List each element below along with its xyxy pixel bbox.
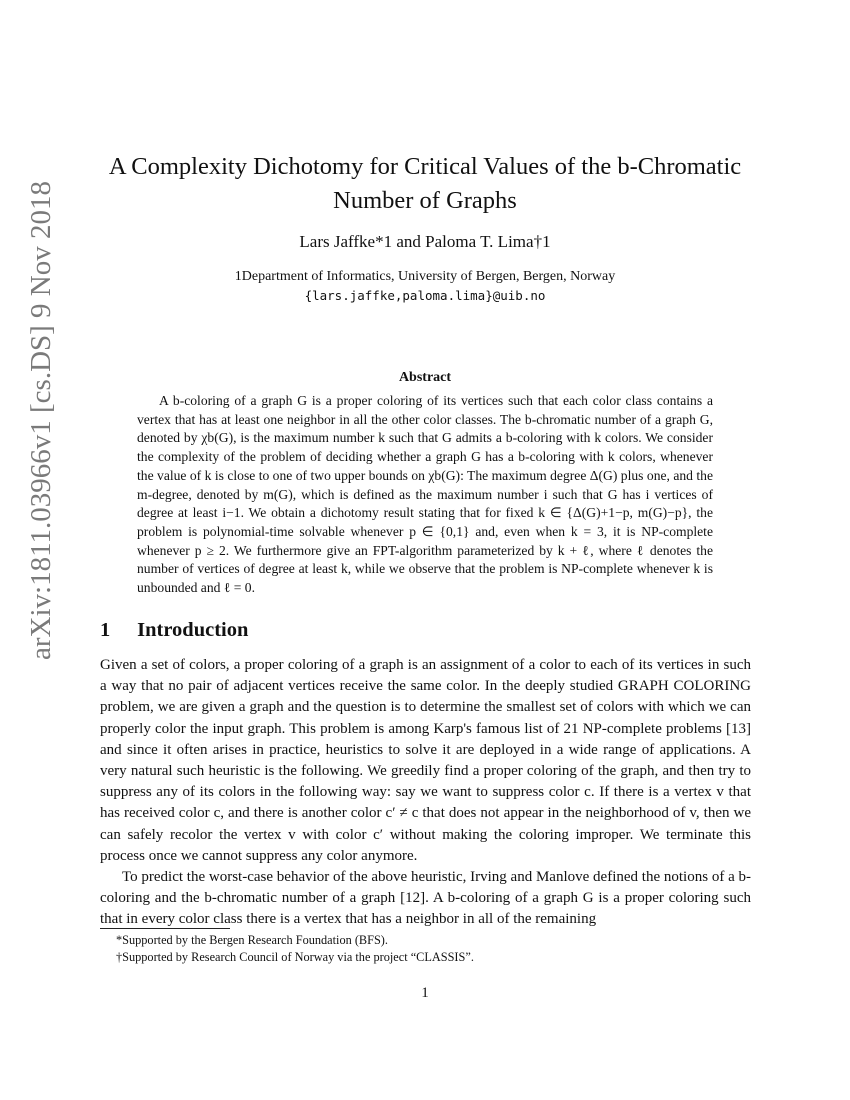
footnote: †Supported by Research Council of Norway via the project “CLASSIS”. (116, 949, 474, 964)
footnotes (100, 932, 750, 965)
author-emails[interactable]: {lars.jaffke,paloma.lima}@uib.no (304, 288, 546, 303)
section-number: 1 (100, 619, 111, 641)
arxiv-identifier: arXiv:1811.03966v1 [cs.DS] 9 Nov 2018 (25, 181, 57, 660)
affiliation-block (100, 267, 750, 305)
section-body (100, 655, 751, 931)
footnote-divider (100, 928, 230, 929)
author-list: Lars Jaffke*1 and Paloma T. Lima†1 (299, 232, 551, 251)
paragraph: Given a set of colors, a proper coloring of a graph is an assignment of a color to each of its vertices in such a way that no pair of adjacent vertices receive the same color. In the deeply studied GRAPH COLORING problem, we are given a graph and the question is to determine the smallest set of colors with which we can properly color the input graph. This problem is among Karp's famous list of 21 NP-complete problems [13] and since it often arises in practice, heuristics to solve it are deployed in a wide range of applications. A very natural such heuristic is the following. We greedily find a proper coloring of the graph, and then try to suppress any of its colors in the following way: say we want to suppress color c. If there is a vertex v that has received color c, and there is another color c′ ≠ c that does not appear in the neighborhood of v, then we can safely recolor the vertex v with color c′ without making the coloring improper. We terminate this process once we cannot suppress any color anymore. (100, 657, 751, 864)
abstract-heading: Abstract (398, 370, 452, 385)
paragraph: To predict the worst-case behavior of the above heuristic, Irving and Manlove defined the notions of a b-coloring and the b-chromatic number of a graph [12]. A b-coloring of a graph G is a proper coloring such that in every color class there is a vertex that has a neighbor in all of the remaining (100, 869, 751, 928)
affiliation: 1Department of Informatics, University of Bergen, Bergen, Norway (234, 269, 616, 284)
page-number: 1 (421, 985, 429, 1001)
paper-title: A Complexity Dichotomy for Critical Values of the b-Chromatic Number of Graphs (108, 153, 742, 214)
section-title: Introduction (137, 619, 249, 641)
footnote: *Supported by the Bergen Research Foundation (BFS). (116, 933, 388, 947)
section-heading (100, 619, 750, 642)
abstract-text: A b-coloring of a graph G is a proper coloring of its vertices such that each color class contains a vertex that has at least one neighbor in all the other color classes. The b-chromatic number of a graph G, denoted by χb(G), is the maximum number k such that G admits a b-coloring with k colors. We consider the complexity of the problem of deciding whether a graph G has a b-coloring with k colors, whenever the value of k is close to one of two upper bounds on χb(G): The maximum degree Δ(G) plus one, and the m-degree, denoted by m(G), which is defined as the maximum number i such that G has i vertices of degree at least i−1. We obtain a dichotomy result stating that for fixed k ∈ {Δ(G)+1−p, m(G)−p}, the problem is polynomial-time solvable whenever p ∈ {0,1} and, even when k = 3, it is NP-complete whenever p ≥ 2. We furthermore give an FPT-algorithm parameterized by k + ℓ, where ℓ denotes the number of vertices of degree at least k, while we observe that the problem is NP-complete whenever k is unbounded and ℓ = 0. (137, 393, 713, 596)
